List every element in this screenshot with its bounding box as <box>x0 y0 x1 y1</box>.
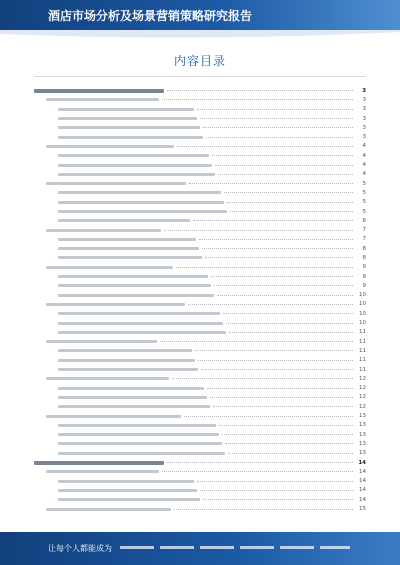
toc-page-number: 8 <box>362 245 366 252</box>
toc-dot-leader <box>184 416 353 417</box>
toc-entry[interactable] <box>34 216 366 225</box>
toc-entry[interactable] <box>34 421 366 430</box>
toc-dot-leader <box>167 462 353 463</box>
toc-entry-title-placeholder <box>46 229 161 232</box>
toc-dot-leader <box>217 295 353 296</box>
toc-page-number: 5 <box>362 180 366 187</box>
toc-page-number: 3 <box>362 134 366 141</box>
toc-page-number: 3 <box>362 106 366 113</box>
toc-page-number: 12 <box>359 403 366 410</box>
toc-entry-title-placeholder <box>34 461 164 465</box>
toc-entry[interactable] <box>34 272 366 281</box>
toc-entry-title-placeholder <box>58 359 195 362</box>
toc-dot-leader <box>228 453 353 454</box>
toc-page-number: 13 <box>359 450 366 457</box>
toc-dot-leader <box>207 388 353 389</box>
toc-entry-title-placeholder <box>46 508 171 511</box>
toc-entry-title-placeholder <box>58 210 227 213</box>
toc-page-number: 13 <box>359 440 366 447</box>
toc-entry-title-placeholder <box>58 108 194 111</box>
toc-dot-leader <box>224 192 353 193</box>
toc-page-number: 4 <box>362 152 366 159</box>
toc-entry[interactable] <box>34 235 366 244</box>
toc-page-number: 9 <box>362 273 366 280</box>
toc-dot-leader <box>193 220 353 221</box>
toc-dot-leader <box>210 397 353 398</box>
toc-dot-leader <box>201 369 353 370</box>
toc-entry-title-placeholder <box>58 191 221 194</box>
toc-list <box>34 86 366 514</box>
header-swoosh <box>0 30 400 40</box>
toc-entry[interactable] <box>34 281 366 290</box>
toc-entry-title-placeholder <box>58 219 190 222</box>
toc-dot-leader <box>205 257 353 258</box>
toc-entry[interactable] <box>34 337 366 346</box>
toc-entry-title-placeholder <box>46 377 169 380</box>
toc-entry-title-placeholder <box>58 322 223 325</box>
toc-page-number: 12 <box>359 385 366 392</box>
toc-entry-title-placeholder <box>58 136 203 139</box>
toc-entry-title-placeholder <box>58 442 222 445</box>
toc-entry[interactable] <box>34 179 366 188</box>
toc-dot-leader <box>160 341 353 342</box>
toc-entry-title-placeholder <box>58 452 225 455</box>
toc-page-number: 5 <box>362 199 366 206</box>
toc-entry[interactable] <box>34 198 366 207</box>
toc-entry-title-placeholder <box>58 405 210 408</box>
toc-entry[interactable] <box>34 188 366 197</box>
toc-entry[interactable] <box>34 486 366 495</box>
toc-page-number: 10 <box>359 301 366 308</box>
toc-dot-leader <box>212 155 353 156</box>
toc-entry-title-placeholder <box>46 340 157 343</box>
toc-entry-title-placeholder <box>46 303 185 306</box>
toc-dot-leader <box>229 332 353 333</box>
toc-page-number: 12 <box>359 375 366 382</box>
toc-dot-leader <box>218 174 353 175</box>
toc-page-number: 11 <box>359 338 366 345</box>
toc-entry-title-placeholder <box>46 145 174 148</box>
toc-entry[interactable] <box>34 105 366 114</box>
toc-page-number: 3 <box>362 115 366 122</box>
toc-dot-leader <box>211 276 353 277</box>
toc-dot-leader <box>162 471 353 472</box>
toc-page-number: 6 <box>362 217 366 224</box>
toc-page-number: 10 <box>359 310 366 317</box>
toc-entry[interactable] <box>34 504 366 513</box>
toc-dot-leader <box>214 285 353 286</box>
toc-dot-leader <box>167 90 353 91</box>
toc-entry[interactable] <box>34 318 366 327</box>
toc-entry[interactable] <box>34 495 366 504</box>
toc-entry-title-placeholder <box>58 275 208 278</box>
toc-page-number: 4 <box>362 143 366 150</box>
report-footer <box>0 532 400 565</box>
toc-dot-leader <box>215 165 353 166</box>
toc-page-number: 12 <box>359 394 366 401</box>
toc-dot-leader <box>189 183 353 184</box>
toc-entry[interactable] <box>34 430 366 439</box>
toc-page-number: 14 <box>359 496 366 503</box>
footer-tagline-strip <box>120 541 360 555</box>
toc-dot-leader <box>213 406 353 407</box>
toc-entry[interactable] <box>34 411 366 420</box>
toc-page-number: 11 <box>359 347 366 354</box>
toc-page-number: 11 <box>359 357 366 364</box>
toc-dot-leader <box>197 481 353 482</box>
toc-entry-title-placeholder <box>46 415 181 418</box>
toc-dot-leader <box>230 211 353 212</box>
toc-dot-leader <box>198 360 353 361</box>
toc-page-number: 10 <box>359 320 366 327</box>
toc-dot-leader <box>227 202 353 203</box>
toc-heading: 内容目录 <box>173 54 226 68</box>
toc-page-number: 4 <box>362 171 366 178</box>
toc-entry-title-placeholder <box>58 173 215 176</box>
toc-entry-title-placeholder <box>58 396 207 399</box>
toc-page-number: 14 <box>359 468 366 475</box>
heading-divider <box>34 76 366 77</box>
toc-entry-title-placeholder <box>46 98 159 101</box>
toc-dot-leader <box>197 109 353 110</box>
toc-entry[interactable] <box>34 458 366 467</box>
toc-entry[interactable] <box>34 374 366 383</box>
toc-entry[interactable] <box>34 439 366 448</box>
toc-dot-leader <box>223 313 353 314</box>
toc-dot-leader <box>200 118 353 119</box>
toc-entry-title-placeholder <box>58 247 199 250</box>
toc-dot-leader <box>202 248 353 249</box>
toc-page-number: 13 <box>359 422 366 429</box>
toc-page-number: 4 <box>362 162 366 169</box>
toc-page-number: 14 <box>359 487 366 494</box>
toc-page-number: 3 <box>362 96 366 103</box>
toc-entry-title-placeholder <box>58 331 226 334</box>
toc-dot-leader <box>177 146 353 147</box>
toc-entry[interactable] <box>34 393 366 402</box>
toc-dot-leader <box>195 350 353 351</box>
toc-entry-title-placeholder <box>58 498 200 501</box>
toc-dot-leader <box>226 323 353 324</box>
toc-entry[interactable] <box>34 253 366 262</box>
toc-entry[interactable] <box>34 328 366 337</box>
toc-entry-title-placeholder <box>34 89 164 93</box>
toc-page-number: 5 <box>362 189 366 196</box>
toc-entry[interactable] <box>34 309 366 318</box>
toc-entry[interactable] <box>34 263 366 272</box>
toc-entry[interactable] <box>34 123 366 132</box>
toc-entry-title-placeholder <box>58 433 219 436</box>
toc-page-number: 13 <box>359 431 366 438</box>
toc-dot-leader <box>206 137 353 138</box>
toc-page-number: 11 <box>359 366 366 373</box>
toc-entry[interactable] <box>34 449 366 458</box>
toc-entry-title-placeholder <box>46 266 173 269</box>
toc-entry-title-placeholder <box>58 117 197 120</box>
toc-entry-title-placeholder <box>58 424 216 427</box>
toc-entry[interactable] <box>34 207 366 216</box>
toc-page-number: 9 <box>362 282 366 289</box>
toc-dot-leader <box>174 509 353 510</box>
toc-dot-leader <box>199 239 353 240</box>
toc-dot-leader <box>219 425 353 426</box>
toc-entry[interactable] <box>34 244 366 253</box>
footer-slogan: 让每个人都能成为 <box>48 544 112 553</box>
toc-entry-title-placeholder <box>58 294 214 297</box>
toc-page-number: 3 <box>362 124 366 131</box>
toc-entry-title-placeholder <box>58 201 224 204</box>
toc-page-number: 7 <box>362 236 366 243</box>
report-header <box>0 0 400 30</box>
toc-dot-leader <box>200 490 353 491</box>
toc-entry[interactable] <box>34 402 366 411</box>
toc-entry[interactable] <box>34 300 366 309</box>
toc-page-number: 14 <box>359 478 366 485</box>
toc-dot-leader <box>164 230 353 231</box>
toc-entry-title-placeholder <box>58 312 220 315</box>
toc-entry[interactable] <box>34 225 366 234</box>
toc-entry[interactable] <box>34 95 366 104</box>
toc-page-number: 5 <box>362 208 366 215</box>
toc-entry[interactable] <box>34 365 366 374</box>
toc-entry[interactable] <box>34 86 366 95</box>
toc-entry-title-placeholder <box>46 182 186 185</box>
toc-entry-title-placeholder <box>58 238 196 241</box>
toc-dot-leader <box>222 434 353 435</box>
toc-entry-title-placeholder <box>58 480 194 483</box>
toc-dot-leader <box>162 99 353 100</box>
toc-entry-title-placeholder <box>58 489 197 492</box>
toc-dot-leader <box>225 443 353 444</box>
toc-entry[interactable] <box>34 384 366 393</box>
toc-entry-title-placeholder <box>58 284 211 287</box>
toc-entry[interactable] <box>34 132 366 141</box>
toc-entry-title-placeholder <box>46 470 159 473</box>
toc-entry[interactable] <box>34 151 366 160</box>
toc-entry[interactable] <box>34 291 366 300</box>
report-title: 酒店市场分析及场景营销策略研究报告 <box>48 9 253 23</box>
toc-dot-leader <box>203 127 353 128</box>
toc-page-number: 9 <box>362 264 366 271</box>
toc-page-number: 10 <box>359 292 366 299</box>
toc-entry-title-placeholder <box>58 164 212 167</box>
toc-entry[interactable] <box>34 170 366 179</box>
toc-page-number: 7 <box>362 227 366 234</box>
toc-page-number: 13 <box>359 413 366 420</box>
toc-entry-title-placeholder <box>58 387 204 390</box>
toc-dot-leader <box>188 304 353 305</box>
toc-entry[interactable] <box>34 356 366 365</box>
toc-dot-leader <box>203 499 353 500</box>
toc-dot-leader <box>172 378 353 379</box>
toc-page-number: 8 <box>362 254 366 261</box>
toc-entry[interactable] <box>34 160 366 169</box>
toc-entry[interactable] <box>34 114 366 123</box>
toc-page-number: 11 <box>359 329 366 336</box>
toc-entry-title-placeholder <box>58 154 209 157</box>
toc-entry[interactable] <box>34 346 366 355</box>
toc-page-number: 3 <box>362 87 366 94</box>
toc-entry-title-placeholder <box>58 256 202 259</box>
toc-dot-leader <box>176 267 353 268</box>
toc-entry[interactable] <box>34 142 366 151</box>
toc-entry-title-placeholder <box>58 126 200 129</box>
toc-entry[interactable] <box>34 467 366 476</box>
toc-entry[interactable] <box>34 476 366 485</box>
toc-entry-title-placeholder <box>58 368 198 371</box>
toc-entry-title-placeholder <box>58 349 192 352</box>
toc-page-number: 14 <box>358 459 366 466</box>
toc-page-number: 15 <box>359 506 366 512</box>
